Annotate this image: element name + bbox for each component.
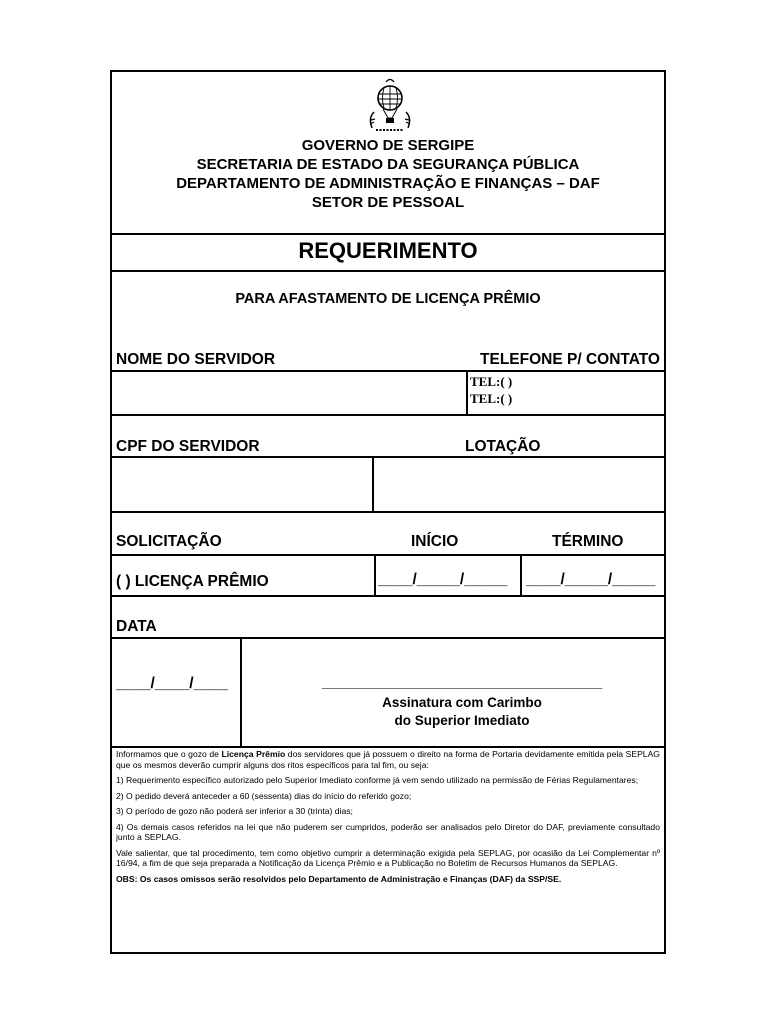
notes-section	[116, 749, 660, 889]
divider	[112, 414, 664, 416]
divider	[520, 554, 522, 596]
divider	[112, 637, 664, 639]
divider	[112, 511, 664, 513]
notes-obs: OBS: Os casos omissos serão resolvidos pelo Departamento de Administração e Finanças (DAF) da SSP/SE.	[116, 873, 562, 884]
cpf-field[interactable]	[114, 458, 370, 510]
notes-item-3: 3) O período de gozo não poderá ser inferior a 30 (trinta) dias;	[116, 806, 353, 816]
notes-text: dos servidores que já possuem o direito na forma de Portaria devidamente emitida pela SEPLAG que os mesmos deverão cumprir alguns dos ritos específicos para tal fim, ou seja:	[116, 749, 660, 770]
solicitacao-label: SOLICITAÇÃO	[116, 533, 222, 550]
divider	[240, 637, 242, 747]
divider	[112, 233, 664, 235]
divider	[112, 595, 664, 597]
telefone-field-1[interactable]: TEL:( )	[470, 374, 513, 389]
telefone-label: TELEFONE P/ CONTATO	[480, 351, 660, 368]
notes-item-1: 1) Requerimento específico autorizado pelo Superior Imediato conforme já vem sendo utilizado na permissão de Férias Regulamentares;	[116, 775, 639, 785]
requerimento-form	[110, 70, 666, 954]
header-line-1: GOVERNO DE SERGIPE	[301, 137, 475, 154]
divider	[374, 554, 376, 596]
termino-label: TÉRMINO	[552, 533, 624, 550]
notes-intro	[116, 749, 660, 770]
inicio-date-field[interactable]: ____/_____/_____	[378, 571, 508, 588]
signature-line[interactable]: ____________________________________	[321, 674, 603, 690]
page-title: REQUERIMENTO	[298, 238, 478, 263]
licenca-premio-option[interactable]: ( ) LICENÇA PRÊMIO	[116, 573, 269, 590]
termino-date-field[interactable]: ____/_____/_____	[526, 571, 656, 588]
coat-of-arms-icon	[362, 78, 418, 136]
header-line-2: SECRETARIA DE ESTADO DA SEGURANÇA PÚBLICA	[196, 156, 580, 173]
divider	[466, 370, 468, 415]
page-subtitle: PARA AFASTAMENTO DE LICENÇA PRÊMIO	[235, 291, 541, 307]
notes-item-4: 4) Os demais casos referidos na lei que não puderem ser cumpridos, poderão ser analisados pelo Diretor do DAF, previamente consultado junto a SEPLAG.	[116, 821, 660, 842]
data-date-field[interactable]: ____/____/____	[116, 675, 229, 692]
nome-label: NOME DO SERVIDOR	[116, 351, 276, 368]
header-line-3: DEPARTAMENTO DE ADMINISTRAÇÃO E FINANÇAS – DAF	[176, 175, 600, 192]
divider	[112, 270, 664, 272]
telefone-field-2[interactable]: TEL:( )	[470, 391, 513, 406]
lotacao-field[interactable]	[376, 458, 664, 510]
cpf-label: CPF DO SERVIDOR	[116, 438, 260, 455]
divider	[112, 554, 664, 556]
data-label: DATA	[116, 618, 157, 635]
lotacao-label: LOTAÇÃO	[465, 438, 541, 455]
notes-item-2: 2) O pedido deverá anteceder a 60 (sessenta) dias do início do referido gozo;	[116, 790, 412, 801]
inicio-label: INÍCIO	[411, 533, 459, 550]
notes-text-bold: Licença Prêmio	[221, 749, 286, 759]
notes-closing: Vale salientar, que tal procedimento, tem como objetivo cumprir a determinação exigida pela SEPLAG, por ocasião da Lei Complementar nº 16/94, a fim de que seja preparada a Notificação da Licença Prêmio e a Publicação no Boletim de Recursos Humanos da SEPLAG.	[116, 847, 660, 868]
nome-field[interactable]	[114, 372, 464, 414]
signature-caption: Assinatura com Carimbo	[382, 695, 542, 710]
divider	[372, 456, 374, 512]
header-line-4: SETOR DE PESSOAL	[311, 194, 465, 211]
notes-text: Informamos que o gozo de	[116, 749, 222, 759]
signature-caption: do Superior Imediato	[394, 713, 530, 728]
divider	[112, 746, 664, 748]
